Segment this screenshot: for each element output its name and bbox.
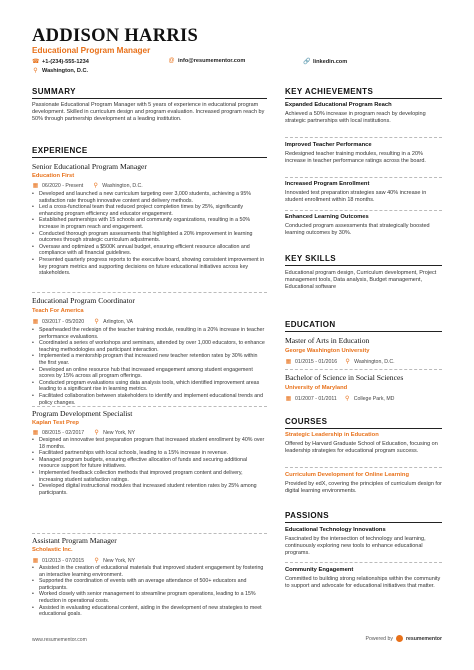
- linkedin-contact[interactable]: [303, 58, 347, 65]
- education-school: University of Maryland: [285, 385, 348, 391]
- passion-title: Community Engagement: [285, 567, 354, 573]
- job-dates: 08/2015 - 02/2017: [42, 429, 85, 436]
- passion-title: Educational Technology Innovations: [285, 527, 386, 533]
- job-bullet: • Worked closely with senior management to streamline program operations, leading to a 15% reduction in operational costs.: [32, 591, 266, 604]
- achievement-divider: [285, 210, 442, 211]
- education-school: George Washington University: [285, 348, 370, 354]
- brand-text: resumementor: [405, 635, 442, 642]
- job-bullets: [32, 565, 266, 618]
- job-meta: [32, 182, 143, 189]
- job-bullet: • Led a cross-functional team that reduced project completion times by 25%, significantly enhancing program efficiency and educator engagement.: [32, 204, 266, 217]
- job-divider: [32, 406, 267, 407]
- summary-text: Passionate Educational Program Manager with 5 years of experience in educational program development. Skilled in curriculum design and program evaluation. Increased program reach by 50% through partnership development at a leading institution.: [32, 102, 265, 123]
- job-location: Washington, D.C.: [102, 182, 143, 189]
- education-meta: [285, 358, 395, 365]
- achievement-text: Achieved a 50% increase in program reach by developing strategic partnerships with local institutions.: [285, 111, 426, 125]
- summary-divider: [32, 98, 267, 99]
- link-icon: 🔗: [303, 59, 311, 65]
- location-pin-icon: ⚲: [345, 396, 350, 402]
- calendar-icon: ▦: [32, 558, 39, 564]
- job-bullets: [32, 191, 266, 277]
- footer-powered: [366, 635, 442, 642]
- passion-text: Fascinated by the intersection of technology and learning, continuously exploring new tools to enhance educational programs.: [285, 536, 426, 557]
- passion-divider: [285, 562, 442, 563]
- job-bullets: [32, 327, 266, 406]
- course-title: Strategic Leadership in Education: [285, 432, 379, 438]
- education-degree: Master of Arts in Education: [285, 336, 370, 345]
- location-pin-icon: ⚲: [94, 319, 99, 325]
- job-bullet: • Oversaw and optimized a $500K annual budget, ensuring efficient resource allocation and compliance with all financial guidelines.: [32, 244, 266, 257]
- calendar-icon: ▦: [32, 319, 39, 325]
- job-title: Assistant Program Manager: [32, 536, 117, 545]
- achievement-text: Conducted program assessments that strategically boosted learning outcomes by 30%.: [285, 223, 430, 237]
- at-icon: @: [168, 58, 175, 64]
- job-title: Educational Program Coordinator: [32, 296, 135, 305]
- skills-text: Educational program design, Curriculum development, Project management tools, Data analysis, Budget management, Educational software: [285, 270, 437, 291]
- courses-divider: [285, 428, 442, 429]
- achievement-title: Improved Teacher Performance: [285, 142, 372, 148]
- job-divider: [32, 533, 267, 534]
- achievements-heading: KEY ACHIEVEMENTS: [285, 87, 374, 96]
- job-bullet: • Implemented feedback collection methods that improved program content and delivery, increasing student satisfaction ratings.: [32, 470, 266, 483]
- calendar-icon: ▦: [32, 183, 39, 189]
- location-pin-icon: ⚲: [345, 359, 350, 365]
- achievement-divider: [285, 177, 442, 178]
- job-dates: 01/2013 - 07/2015: [42, 557, 85, 564]
- location-pin-icon: ⚲: [93, 183, 98, 189]
- job-bullet: • Developed an online resource hub that increased engagement among student engagement scores by 15% across all program offerings.: [32, 367, 266, 380]
- achievement-title: Increased Program Enrollment: [285, 181, 370, 187]
- skills-heading: KEY SKILLS: [285, 254, 336, 263]
- education-meta: [285, 395, 394, 402]
- job-bullet: • Conducted thorough program assessments that highlighted a 20% improvement in learning outcomes through strategic curriculum adjustments.: [32, 231, 266, 244]
- summary-heading: SUMMARY: [32, 87, 76, 96]
- job-meta: [32, 429, 135, 436]
- education-degree: Bachelor of Science in Social Sciences: [285, 373, 404, 382]
- achievement-title: Expanded Educational Program Reach: [285, 102, 392, 108]
- email-text[interactable]: info@resumementor.com: [178, 58, 246, 64]
- job-bullet: • Implemented a mentorship program that increased new teacher retention rates by 30% within the first year.: [32, 353, 266, 366]
- company-name: Education First: [32, 173, 75, 179]
- education-divider: [285, 331, 442, 332]
- phone-contact: [32, 58, 89, 65]
- calendar-icon: ▦: [32, 430, 39, 436]
- passions-heading: PASSIONS: [285, 511, 329, 520]
- education-location: Washington, D.C.: [354, 358, 395, 365]
- job-location: New York, NY: [103, 429, 136, 436]
- experience-divider: [32, 157, 267, 158]
- job-bullet: • Presented quarterly progress reports to the executive board, showing consistent improvement in key program metrics and supporting decisions on future educational initiatives across key stakeholders.: [32, 257, 266, 277]
- job-bullet: • Supported the coordination of events with an average attendance of 500+ educators and participants.: [32, 578, 266, 591]
- achievement-text: Redesigned teacher training modules, resulting in a 20% increase in teacher performance ratings across the board.: [285, 151, 426, 165]
- job-bullet: • Assisted in evaluating educational content, aiding in the development of new strategies to meet educational goals.: [32, 605, 266, 618]
- job-bullet: • Facilitated partnerships with local schools, leading to a 15% increase in revenue.: [32, 450, 266, 457]
- location-pin-icon: ⚲: [94, 558, 99, 564]
- linkedin-text[interactable]: linkedin.com: [313, 58, 348, 65]
- job-bullet: • Managed program budgets, ensuring effective allocation of funds and securing additional resource support for future initiatives.: [32, 457, 266, 470]
- job-location: Arlington, VA: [103, 318, 134, 325]
- education-dates: 01/2007 - 01/2011: [295, 395, 337, 402]
- job-meta: [32, 557, 135, 564]
- skills-divider: [285, 265, 442, 266]
- powered-by-text: Powered by: [365, 635, 393, 642]
- education-location: College Park, MD: [353, 395, 395, 402]
- location-contact: [32, 67, 88, 74]
- candidate-title: Educational Program Manager: [32, 46, 151, 55]
- email-contact[interactable]: [168, 58, 245, 64]
- job-title: Senior Educational Program Manager: [32, 162, 147, 171]
- job-bullet: • Developed and launched a new curriculum targeting over 3,000 students, achieving a 95% satisfaction rate through innovative content and delivery methods.: [32, 191, 266, 204]
- job-location: New York, NY: [103, 557, 136, 564]
- calendar-icon: ▦: [285, 396, 292, 402]
- location-text: Washington, D.C.: [42, 67, 89, 74]
- course-text: Provided by edX, covering the principles of curriculum design for digital learning environments.: [285, 481, 442, 495]
- company-name: Kaplan Test Prep: [32, 420, 79, 426]
- calendar-icon: ▦: [285, 359, 292, 365]
- course-divider: [285, 467, 442, 468]
- footer-website[interactable]: www.resumementor.com: [32, 637, 87, 643]
- job-dates: 03/2017 - 05/2020: [42, 318, 85, 325]
- education-heading: EDUCATION: [285, 320, 336, 329]
- passion-text: Committed to building strong relationships within the community to support and advocate for educational initiatives that matter.: [285, 576, 441, 590]
- achievement-divider: [285, 137, 442, 138]
- company-name: Scholastic Inc.: [32, 547, 73, 553]
- job-bullet: • Spearheaded the redesign of the teacher training module, resulting in a 20% increase in teacher performance evaluations.: [32, 327, 266, 340]
- achievement-title: Enhanced Learning Outcomes: [285, 214, 369, 220]
- job-dates: 06/2020 - Present: [42, 182, 84, 189]
- candidate-name: ADDISON HARRIS: [32, 26, 199, 46]
- job-bullet: • Developed digital instructional modules that increased student retention rates by 25% among participants.: [32, 483, 266, 496]
- job-bullet: • Assisted in the creation of educational materials that improved student engagement by fostering an interactive learning environment.: [32, 565, 266, 578]
- job-bullet: • Conducted program evaluations using data analysis tools, which identified improvement areas leading to a significant rise in learning metrics.: [32, 380, 266, 393]
- achievements-divider: [285, 98, 442, 99]
- job-meta: [32, 318, 133, 325]
- course-title: Curriculum Development for Online Learning: [285, 472, 410, 478]
- experience-heading: EXPERIENCE: [32, 146, 88, 155]
- phone-text: +1-(234)-555-1234: [42, 58, 89, 65]
- phone-icon: ☎: [32, 59, 40, 65]
- location-pin-icon: ⚲: [33, 68, 38, 74]
- education-item-divider: [285, 369, 442, 370]
- job-bullet: • Coordinated a series of workshops and seminars, attended by over 1,000 educators, to enhance teaching methodologies and participant interaction.: [32, 340, 266, 353]
- passions-divider: [285, 522, 442, 523]
- company-name: Teach For America: [32, 308, 84, 314]
- job-bullets: [32, 437, 266, 496]
- job-bullet: • Designed an innovative test preparation program that increased student enrollment by 40% over 18 months.: [32, 437, 266, 450]
- resumementor-logo-icon: [396, 635, 403, 642]
- course-text: Offered by Harvard Graduate School of Education, focusing on leadership strategies for educational program success.: [285, 441, 438, 455]
- location-pin-icon: ⚲: [94, 430, 99, 436]
- job-bullet: • Facilitated collaboration between stakeholders to identify and implement educational trends and policy changes.: [32, 393, 266, 406]
- achievement-text: Innovated test preparation strategies saw 40% increase in student enrollment within 18 months.: [285, 190, 427, 204]
- job-bullet: • Established partnerships with 15 schools and community organizations, resulting in a 50% increase in program reach and engagement.: [32, 217, 266, 230]
- education-dates: 01/2015 - 01/2016: [295, 358, 338, 365]
- job-title: Program Development Specialist: [32, 409, 133, 418]
- job-divider: [32, 292, 267, 293]
- courses-heading: COURSES: [285, 417, 328, 426]
